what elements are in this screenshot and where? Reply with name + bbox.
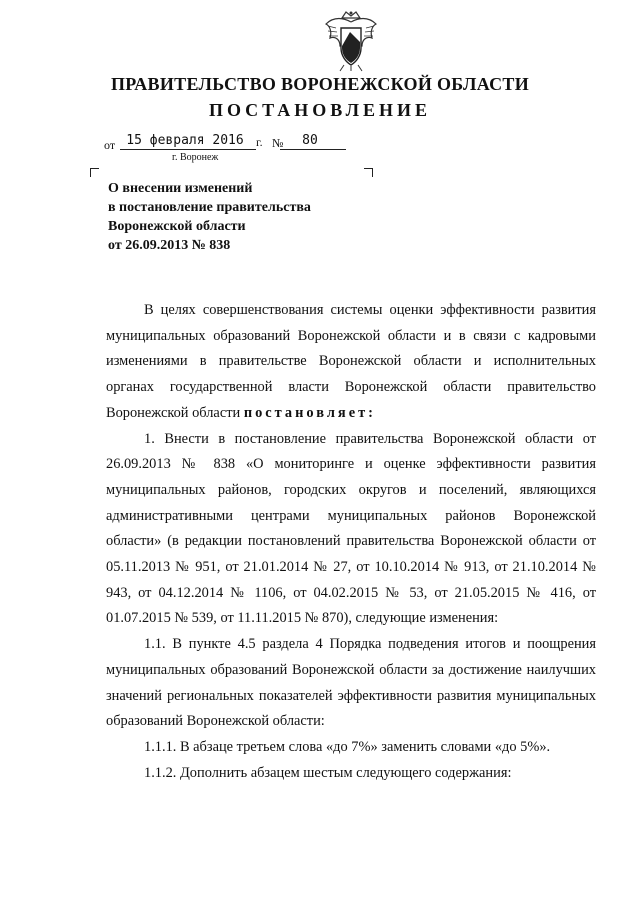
clause-1-1-2: 1.1.2. Дополнить абзацем шестым следующего содержания: <box>144 764 512 781</box>
preamble-paragraph <box>106 298 596 427</box>
clause-1-1: 1.1. В пункте 4.5 раздела 4 Порядка подведения итогов и поощрения муниципальных образований Воронежской области за достижение наилучших значений региональных показателей эффективности развития муниципальных образований Воронежской области: <box>106 636 596 730</box>
document-body <box>106 298 596 786</box>
date-underline <box>120 149 256 150</box>
subject-line: в постановление правительства <box>108 200 311 215</box>
corner-mark-right <box>364 168 373 177</box>
city-label: г. Воронеж <box>172 152 219 163</box>
document-type: ПОСТАНОВЛЕНИЕ <box>208 100 432 120</box>
number-underline <box>280 149 346 150</box>
clause-1-1-1: 1.1.1. В абзаце третьем слова «до 7%» заменить словами «до 5%». <box>144 738 551 755</box>
resolves-verb: постановляет: <box>243 404 376 421</box>
document-number: 80 <box>302 133 318 148</box>
clause-1: 1. Внести в постановление правительства Воронежской области от 26.09.2013 № 838 «О мониторинге и оценке эффективности развития муниципальных районов, городских округов и поселений, являющихся административными центрами муниципальных районов Воронежской области» (в редакции постановлений правительства Воронежской области от 05.11.2013 № 951, от 21.01.2014 № 27, от 10.10.2014 № 913, от 21.10.2014 № 943, от 04.12.2014 № 1106, от 04.02.2015 № 53, от 21.05.2015 № 416, от 01.07.2015 № 539, от 11.11.2015 № 870), следующие изменения: <box>106 430 596 627</box>
year-suffix: г. <box>256 135 263 149</box>
from-label: от <box>104 138 116 152</box>
preamble-text: В целях совершенствования системы оценки эффективности развития муниципальных образований Воронежской области и в связи с кадровыми изменениями в правительстве Воронежской области и исполнительных органах государственной власти Воронежской области правительство Воронежской области <box>106 302 596 421</box>
subject-line: Воронежской области <box>108 219 246 234</box>
subject-line: от 26.09.2013 № 838 <box>108 238 231 253</box>
organization-title: ПРАВИТЕЛЬСТВО ВОРОНЕЖСКОЙ ОБЛАСТИ <box>110 74 530 94</box>
subject-line: О внесении изменений <box>108 181 253 196</box>
number-label: № <box>272 136 284 150</box>
document-subject <box>108 179 368 255</box>
date-number-row <box>104 133 364 153</box>
document-date: 15 февраля 2016 <box>126 133 244 148</box>
corner-mark-left <box>90 168 99 177</box>
coat-of-arms-icon <box>322 10 380 72</box>
